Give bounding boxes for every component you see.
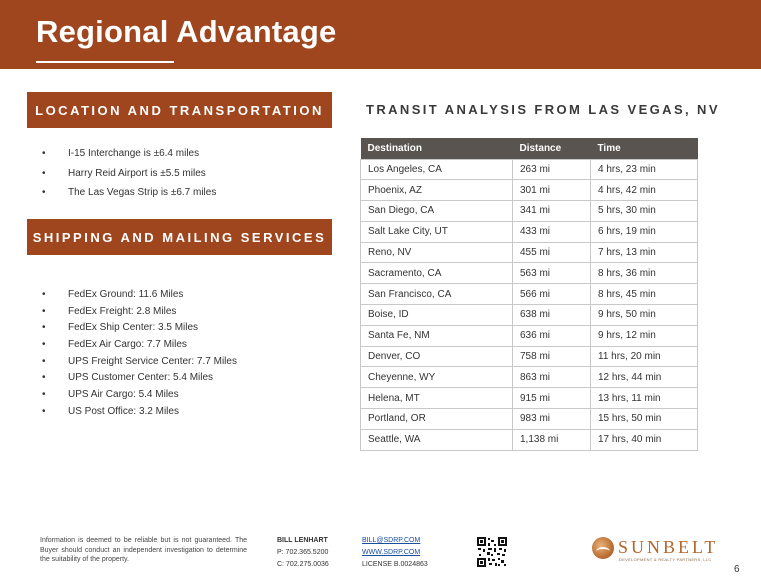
list-item: • FedEx Air Cargo: 7.7 Miles [42, 339, 237, 356]
cell-time: 4 hrs, 42 min [591, 180, 698, 201]
cell-distance: 915 mi [513, 388, 591, 409]
transit-title: TRANSIT ANALYSIS FROM LAS VEGAS, NV [366, 102, 720, 117]
cell-destination: Denver, CO [361, 346, 513, 367]
title-underline [36, 61, 174, 63]
cell-destination: Phoenix, AZ [361, 180, 513, 201]
license-number: LICENSE B.0024863 [362, 561, 428, 568]
cell-distance: 263 mi [513, 159, 591, 180]
cell-destination: Reno, NV [361, 242, 513, 263]
cell-time: 15 hrs, 50 min [591, 409, 698, 430]
cell-distance: 341 mi [513, 201, 591, 222]
list-item: • UPS Customer Center: 5.4 Miles [42, 372, 237, 389]
table-row [361, 221, 698, 242]
links-block [362, 535, 428, 571]
list-item: • UPS Air Cargo: 5.4 Miles [42, 389, 237, 406]
cell-time: 11 hrs, 20 min [591, 346, 698, 367]
cell-distance: 301 mi [513, 180, 591, 201]
phone-number: P: 702.365.5200 [277, 549, 329, 556]
list-item: • UPS Freight Service Center: 7.7 Miles [42, 356, 237, 373]
cell-distance: 863 mi [513, 367, 591, 388]
cell-time: 5 hrs, 30 min [591, 201, 698, 222]
cell-destination: Salt Lake City, UT [361, 221, 513, 242]
email-link[interactable]: BILL@SDRP.COM [362, 537, 421, 544]
cell-time: 8 hrs, 36 min [591, 263, 698, 284]
cell-destination: Helena, MT [361, 388, 513, 409]
table-header-row [361, 138, 698, 159]
table-row [361, 242, 698, 263]
cell-time: 12 hrs, 44 min [591, 367, 698, 388]
cell-time: 9 hrs, 12 min [591, 325, 698, 346]
list-item: • US Post Office: 3.2 Miles [42, 406, 237, 423]
transit-table [360, 138, 698, 451]
cell-destination: Sacramento, CA [361, 263, 513, 284]
table-row [361, 325, 698, 346]
website-link[interactable]: WWW.SDRP.COM [362, 549, 421, 556]
list-item: • FedEx Freight: 2.8 Miles [42, 306, 237, 323]
column-header-time: Time [591, 138, 698, 159]
table-row [361, 305, 698, 326]
cell-distance: 566 mi [513, 284, 591, 305]
location-list [42, 148, 216, 207]
header-bar [0, 0, 761, 69]
contact-block [277, 535, 329, 571]
cell-destination: Los Angeles, CA [361, 159, 513, 180]
list-item: • I-15 Interchange is ±6.4 miles [42, 148, 216, 168]
list-item: • FedEx Ship Center: 3.5 Miles [42, 322, 237, 339]
table-row [361, 346, 698, 367]
cell-time: 9 hrs, 50 min [591, 305, 698, 326]
cell-destination: Boise, ID [361, 305, 513, 326]
location-heading: LOCATION AND TRANSPORTATION [27, 92, 332, 128]
shipping-heading: SHIPPING AND MAILING SERVICES [27, 219, 332, 255]
cell-distance: 563 mi [513, 263, 591, 284]
agent-name: BILL LENHART [277, 537, 328, 544]
sunrise-icon [592, 537, 614, 559]
qr-code-icon [477, 537, 507, 567]
cell-distance: 638 mi [513, 305, 591, 326]
cell-destination: San Diego, CA [361, 201, 513, 222]
cell-distance: 636 mi [513, 325, 591, 346]
table-row [361, 263, 698, 284]
cell-time: 13 hrs, 11 min [591, 388, 698, 409]
cell-time: 4 hrs, 23 min [591, 159, 698, 180]
table-row [361, 201, 698, 222]
table-row [361, 388, 698, 409]
column-header-destination: Destination [361, 138, 513, 159]
cell-distance: 433 mi [513, 221, 591, 242]
table-row [361, 284, 698, 305]
cell-time: 7 hrs, 13 min [591, 242, 698, 263]
table-row [361, 180, 698, 201]
table-row [361, 367, 698, 388]
cell-destination: Cheyenne, WY [361, 367, 513, 388]
cell-time: 6 hrs, 19 min [591, 221, 698, 242]
table-row [361, 429, 698, 450]
column-header-distance: Distance [513, 138, 591, 159]
cell-destination: Portland, OR [361, 409, 513, 430]
page-number: 6 [734, 564, 740, 575]
list-item: • FedEx Ground: 11.6 Miles [42, 289, 237, 306]
disclaimer-text: Information is deemed to be reliable but is not guaranteed. The Buyer should conduct an independent investigation to determine the suitability of the property. [40, 537, 247, 563]
shipping-list [42, 289, 237, 423]
cell-distance: 455 mi [513, 242, 591, 263]
cell-destination: Seattle, WA [361, 429, 513, 450]
cell-distance: 1,138 mi [513, 429, 591, 450]
cell-distance: 983 mi [513, 409, 591, 430]
cell-destination: San Francisco, CA [361, 284, 513, 305]
cell-time: 8 hrs, 45 min [591, 284, 698, 305]
logo-wordmark: SUNBELT [618, 537, 719, 557]
cell-destination: Santa Fe, NM [361, 325, 513, 346]
table-row [361, 409, 698, 430]
company-logo [592, 535, 719, 565]
cell-number: C: 702.275.0036 [277, 561, 329, 568]
list-item: • Harry Reid Airport is ±5.5 miles [42, 168, 216, 188]
list-item: • The Las Vegas Strip is ±6.7 miles [42, 187, 216, 207]
cell-time: 17 hrs, 40 min [591, 429, 698, 450]
cell-distance: 758 mi [513, 346, 591, 367]
table-row [361, 159, 698, 180]
logo-subtitle: DEVELOPMENT & REALTY PARTNERS, LLC [619, 557, 712, 562]
page-title: Regional Advantage [36, 14, 337, 49]
